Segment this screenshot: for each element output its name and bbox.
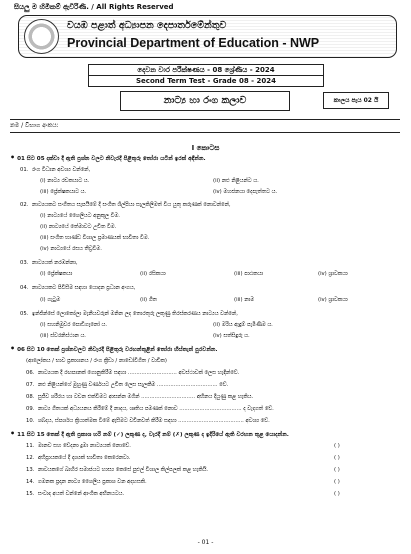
name-label: නම / විභාග අංකය: [10, 122, 59, 129]
true-false-item: 11. මානව සහ වේදනා දුමා නාට්‍යයක් නොවේ. [26, 443, 131, 449]
instruction-q11-15: • 11 සිට 15 තෙක් දී ඇති ප්‍රකාශ හරි නම් (✓) ලකුණ ද, වැරදි නම් (✗) ලකුණ ද ඉදිරියේ ඇති වරහන තුළ යොදන්න. [10, 429, 289, 438]
subject-title: නාට්‍ය හා රංග කලාව [120, 91, 290, 111]
instruction-q1-5: • 01 සිට 05 දක්වා දී ඇති ප්‍රශ්න වලට නිවැරදි පිළිතුරු තෝරා යටින් ඉරක් අඳින්න. [10, 153, 206, 162]
department-name-english: Provincial Department of Education - NWP [67, 36, 320, 50]
page-number: - 01 - [197, 539, 214, 546]
word-list: (ආලෝකය / භාව ප්‍රකාශනය / රංග ක්‍රීඩා / නාඩෝවිගිත / වාචික) [26, 358, 167, 364]
department-seal-icon [24, 19, 59, 54]
true-false-item: 13. නාවයකගේ බාහිර සමාජයට හාස්‍ය කෙසේ පුළුල් විශාල කිල්පලක් කළ හැකියි. [26, 467, 209, 473]
department-banner [18, 15, 397, 58]
true-false-item: 14. ගමනක ප්‍රදාන නාට්‍ය ශෛලිය ප්‍රකාශ වන අදහසකි. [26, 479, 147, 485]
department-name-sinhala: වයඹ පළාත් අධ්‍යාපන දෙපාර්තමේන්තුව [67, 20, 227, 31]
term-title-english: Second Term Test - Grade 08 - 2024 [89, 75, 323, 86]
name-index-field[interactable] [10, 119, 400, 133]
term-title-sinhala: දෙවන වාර පරීක්ෂණය - 08 ශ්‍රේණිය - 2024 [137, 66, 275, 74]
true-false-item: 12. අභිප්‍රායකයේ දී දෘශ්‍යක් භාවිතා කෙරෙනවා. [26, 455, 131, 461]
copyright-notice: සියලු ම හිමිකම් ඇවිරිණි. / All Rights Reserved [14, 3, 174, 11]
time-allowed: කාලය පැය 02 යි [323, 92, 389, 109]
fill-blank-item[interactable]: 08. සුජීව ශරීරය හා වචන එක්වීමට ආසන්න මගින් ................................ අභිනය දියුණු කළ හැකිය. [26, 394, 254, 400]
answer-bracket[interactable]: ( ) [334, 491, 340, 497]
answer-bracket[interactable]: ( ) [334, 479, 340, 485]
true-false-item: 15. සංවාද අයත් වන්නේ ආංගික අභිනයටය. [26, 491, 125, 497]
instruction-q6-10: • 06 සිට 10 තෙක් ප්‍රශ්නවලට නිවැරදි පිළිතුරු වරහන්තුළින් තෝරා හිස්තැන් පුරවන්න. [10, 344, 218, 353]
fill-blank-item[interactable]: 06. නාට්‍යයක දී රඟපානක් ගොනුකිරීම සඳහා ............................. අවස්ථාවක් ලෙස හැඳින්වේ. [26, 370, 240, 376]
part-heading: I කොටස [191, 144, 220, 152]
fill-blank-item[interactable]: 09. නාට්‍ය ගීතයක් අධ්‍යයනය කිරීමේ දී නාදය, ශ්‍රුතිය පමණක් නොව ..................................... ද වැදගත් වේ. [26, 406, 274, 412]
fill-blank-item[interactable]: 07. නළු නිළියන්ගේ මුහුණු වර්ණයට උචිත ලෙස සැලකීම .................................... වේ. [26, 382, 229, 388]
term-test-box [88, 64, 324, 87]
fill-blank-item[interactable]: 10. ශබ්දය, ස්පර්ශය ක්‍රියාත්මක වීමේ ඇසීමට වචිනවත් කිරීම සඳහා ....................................... අවශ්‍ය වේ. [26, 418, 270, 424]
answer-bracket[interactable]: ( ) [334, 443, 340, 449]
answer-bracket[interactable]: ( ) [334, 467, 340, 473]
answer-bracket[interactable]: ( ) [334, 455, 340, 461]
